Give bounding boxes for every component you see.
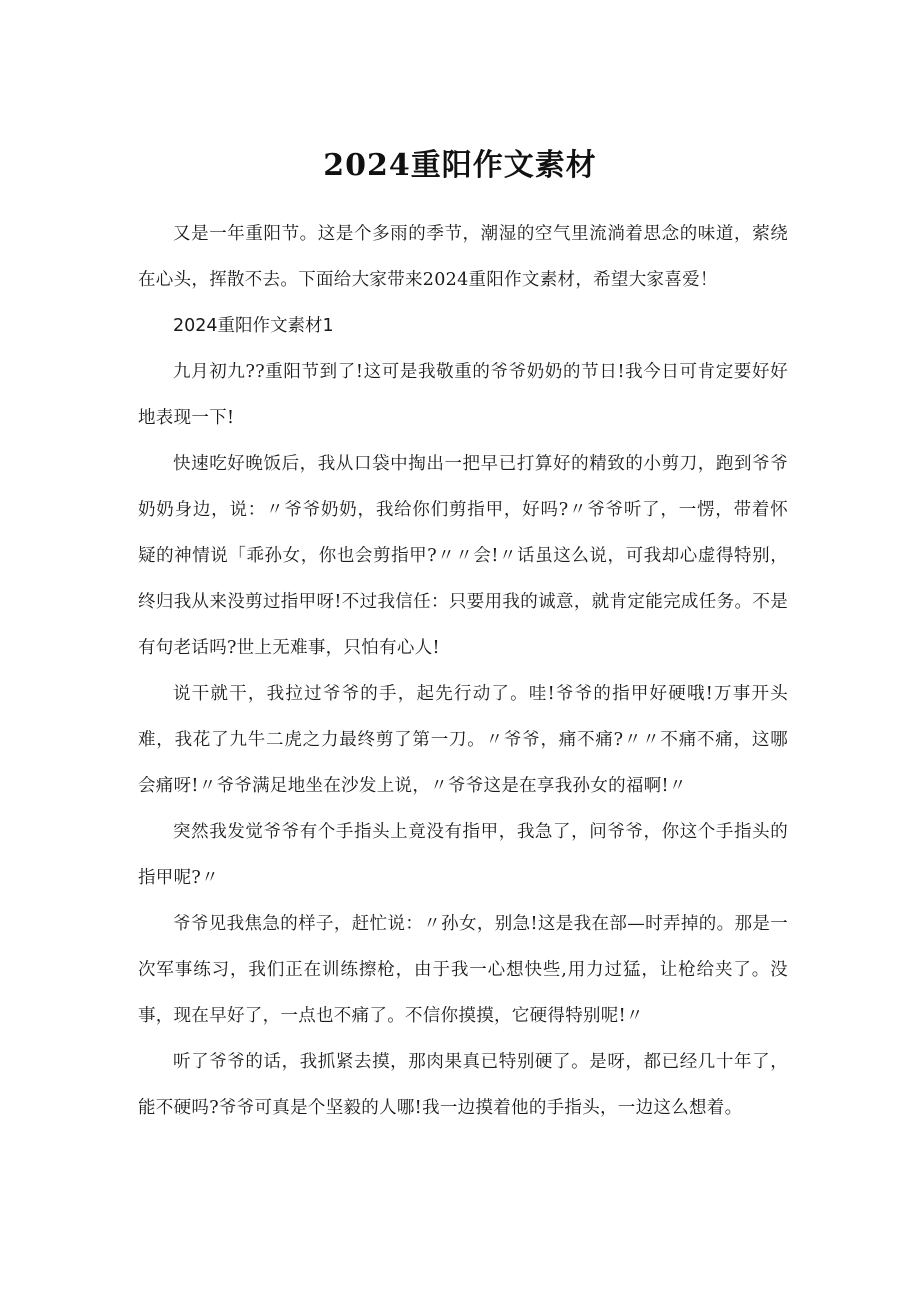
section-heading: 2024重阳作文素材1 [173,316,334,336]
document-title: 2024重阳作文素材 [323,148,597,183]
paragraph-1: 九月初九??重阳节到了!这可是我敬重的爷爷奶奶的节日!我今日可肯定要好好地表现一下! [138,362,788,428]
intro-paragraph: 又是一年重阳节。这是个多雨的季节，潮湿的空气里流淌着思念的味道，萦绕在心头，挥散不去。下面给大家带来2024重阳作文素材，希望大家喜爱！ [138,224,788,290]
paragraph-3: 说干就干，我拉过爷爷的手，起先行动了。哇!爷爷的指甲好硬哦!万事开头难，我花了九牛二虎之力最终剪了第一刀。〃爷爷，痛不痛?〃〃不痛不痛，这哪会痛呀!〃爷爷满足地坐在沙发上说，〃爷爷这是在享我孙女的福啊!〃 [138,684,788,796]
paragraph-6: 听了爷爷的话，我抓紧去摸，那肉果真已特别硬了。是呀，都已经几十年了，能不硬吗?爷爷可真是个坚毅的人哪!我一边摸着他的手指头，一边这么想着。 [138,1052,788,1118]
paragraph-2: 快速吃好晚饭后，我从口袋中掏出一把早已打算好的精致的小剪刀，跑到爷爷奶奶身边，说：〃爷爷奶奶，我给你们剪指甲，好吗?〃爷爷听了，一愣，带着怀疑的神情说「乖孙女，你也会剪指甲?〃〃会!〃话虽这么说，可我却心虚得特别，终归我从来没剪过指甲呀!不过我信任：只要用我的诚意，就肯定能完成任务。不是有句老话吗?世上无难事，只怕有心人! [138,454,788,658]
paragraph-4: 突然我发觉爷爷有个手指头上竟没有指甲，我急了，问爷爷，你这个手指头的指甲呢?〃 [138,822,788,888]
paragraph-5: 爷爷见我焦急的样子，赶忙说：〃孙女，别急!这是我在部—时弄掉的。那是一次军事练习，我们正在训练擦枪，由于我一心想快些,用力过猛，让枪给夹了。没事，现在早好了，一点也不痛了。不信你摸摸，它硬得特别呢!〃 [138,914,788,1026]
document-body [138,211,788,1131]
